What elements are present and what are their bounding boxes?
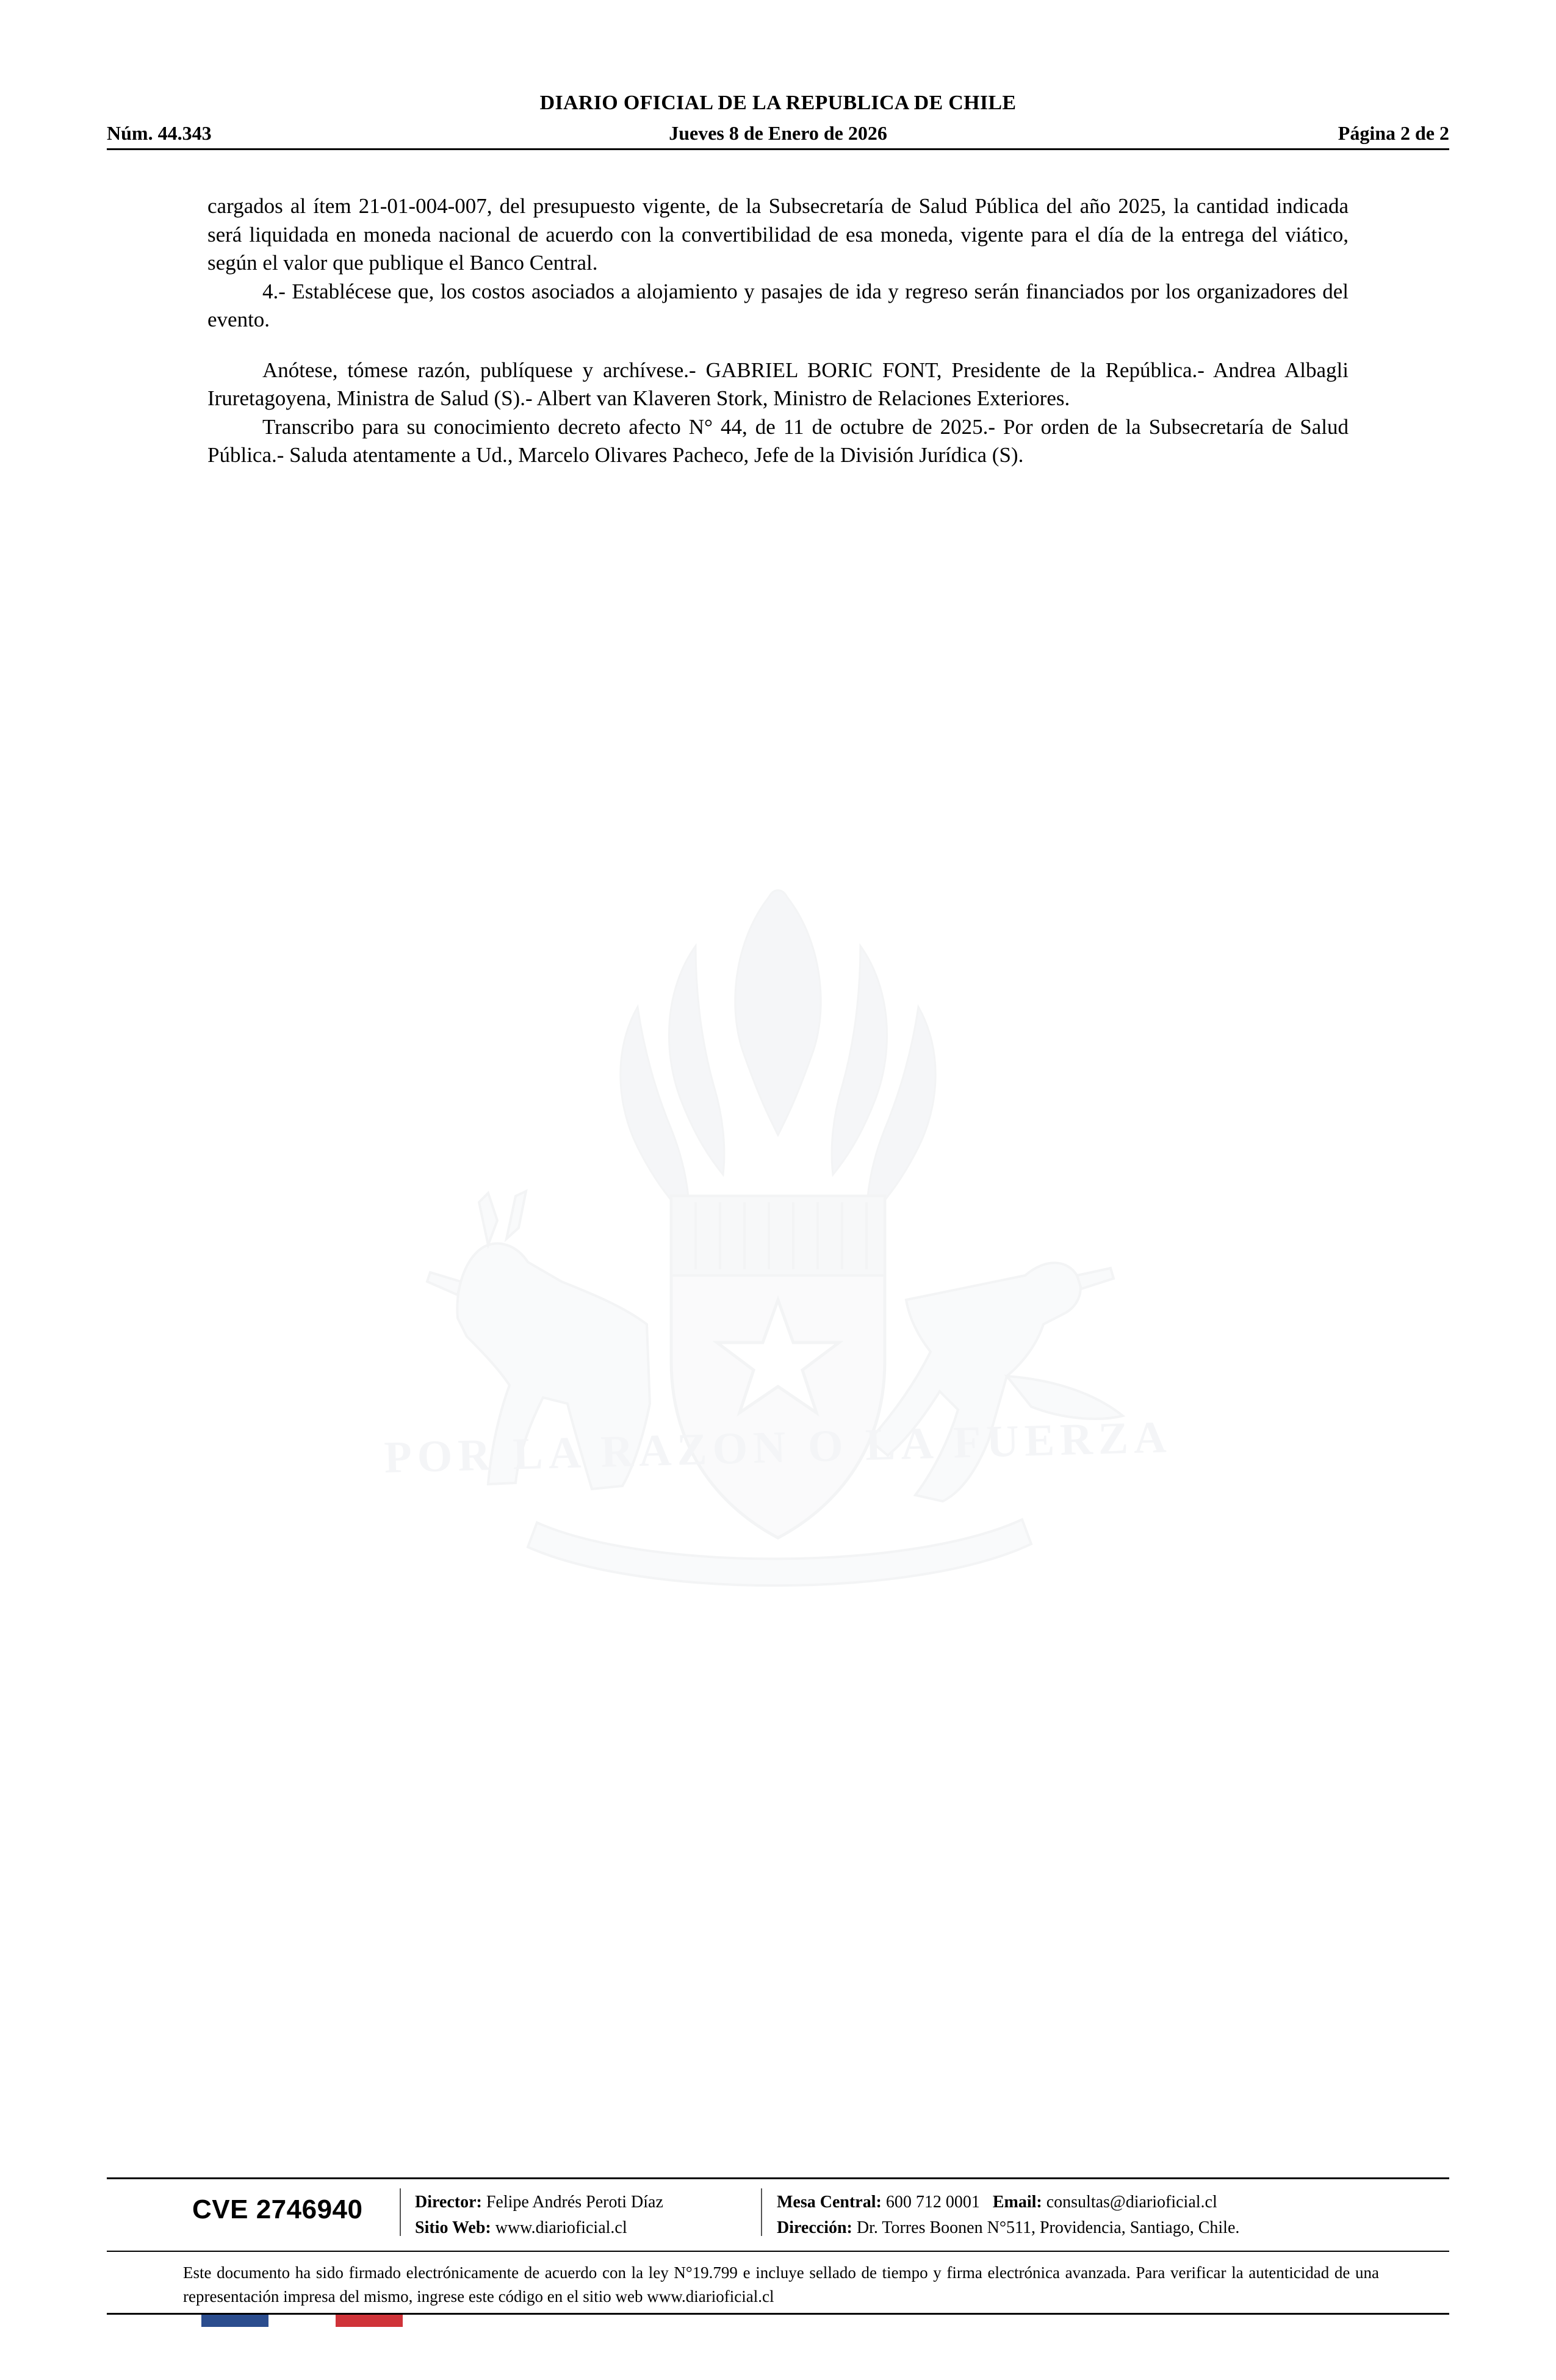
site-line [415,2215,757,2241]
footer-vertical-divider-1 [400,2188,401,2236]
footer-contact-column [777,2190,1417,2241]
coat-of-arms-watermark [305,854,1251,1617]
page-indicator: Página 2 de 2 [1338,122,1449,144]
issue-number: Núm. 44.343 [107,122,212,144]
site-label: Sitio Web: [415,2218,491,2237]
email-label: Email: [992,2193,1042,2212]
footer-divider-middle [107,2251,1449,2252]
mesa-central-label: Mesa Central: [777,2193,882,2212]
issue-date: Jueves 8 de Enero de 2026 [669,122,887,144]
footer-director-column [415,2190,757,2241]
contact-line-1 [777,2190,1417,2215]
mesa-central-value: 600 712 0001 [881,2193,980,2212]
header-meta-row [107,122,1449,146]
document-body [207,192,1349,470]
coat-of-arms-motto: POR LA RAZON O LA FUERZA [383,1412,1173,1483]
publication-title: DIARIO OFICIAL DE LA REPUBLICA DE CHILE [539,92,1017,114]
page-footer [107,2177,1449,2251]
paragraph-article-4: 4.- Establécese que, los costos asociados a alojamiento y pasajes de ida y regreso serán financiados por los organizadores del evento. [207,279,1349,332]
director-line [415,2190,757,2215]
director-value: Felipe Andrés Peroti Díaz [481,2193,663,2212]
direccion-label: Dirección: [777,2218,852,2237]
email-value[interactable]: consultas@diarioficial.cl [1042,2193,1217,2212]
flag-red-band [336,2315,403,2327]
page-header [107,92,1449,146]
direccion-value: Dr. Torres Boonen N°511, Providencia, Santiago, Chile. [852,2218,1240,2237]
paragraph-transcription: Transcribo para su conocimiento decreto afecto N° 44, de 11 de octubre de 2025.- Por orden de la Subsecretaría de Salud Pública.- Saluda atentamente a Ud., Marcelo Olivares Pacheco, Jefe de la División Jurídica (S). [207,414,1349,467]
header-divider [107,148,1449,150]
chile-flag-strip [201,2315,403,2327]
flag-blue-band [201,2315,268,2327]
footer-vertical-divider-2 [761,2188,762,2236]
paragraph-signatures: Anótese, tómese razón, publíquese y archívese.- GABRIEL BORIC FONT, Presidente de la República.- Andrea Albagli Iruretagoyena, Ministra de Salud (S).- Albert van Klaveren Stork, Ministro de Relaciones Exteriores. [207,358,1349,411]
paragraph-continuation: cargados al ítem 21-01-004-007, del presupuesto vigente, de la Subsecretaría de Salud Pública del año 2025, la cantidad indicada será liquidada en moneda nacional de acuerdo con la convertibilidad de esa moneda, vigente para el día de la entrega del viático, según el valor que publique el Banco Central. [207,194,1349,275]
legal-notice: Este documento ha sido firmado electrónicamente de acuerdo con la ley N°19.799 e incluye sellado de tiempo y firma electrónica avanzada. Para verificar la autenticidad de una representación impresa del mismo, ingrese este código en el sitio web www.diarioficial.cl [183,2263,1379,2306]
flag-white-band [268,2315,336,2327]
site-value[interactable]: www.diarioficial.cl [491,2218,627,2237]
contact-line-2 [777,2215,1417,2241]
director-label: Director: [415,2193,482,2212]
cve-code: CVE 2746940 [192,2194,363,2224]
